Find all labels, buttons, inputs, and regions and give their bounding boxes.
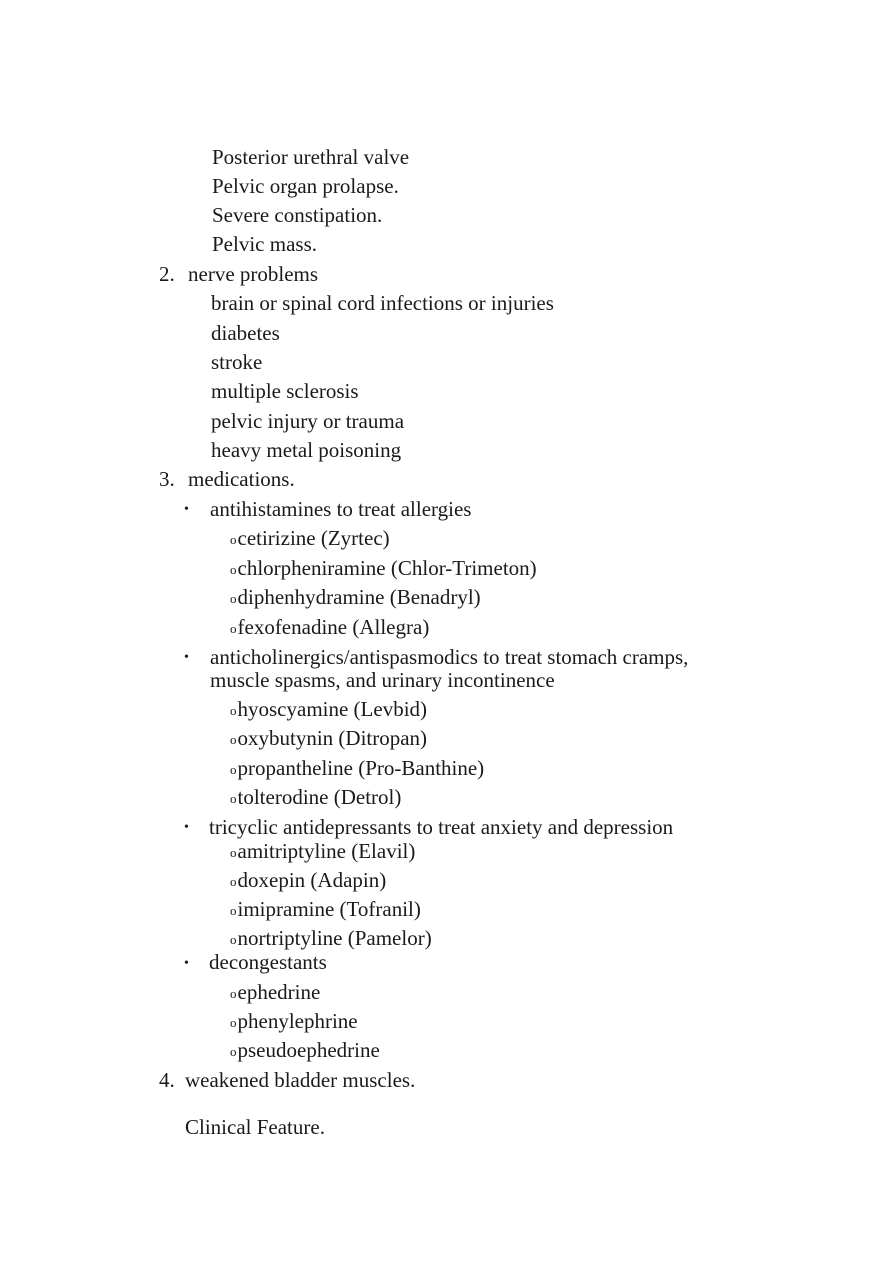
circle-bullet-icon: o xyxy=(230,532,237,547)
bullet-icon: • xyxy=(184,820,189,835)
circle-bullet-icon: o xyxy=(230,932,237,947)
list-item-diabetes: diabetes xyxy=(211,321,280,345)
drug-item: ophenylephrine xyxy=(230,1009,358,1033)
bullet-icon: • xyxy=(184,502,189,517)
group-decongestants: decongestants xyxy=(209,950,327,974)
list-number-4: 4. xyxy=(159,1068,175,1092)
circle-bullet-icon: o xyxy=(230,621,237,636)
circle-bullet-icon: o xyxy=(230,845,237,860)
circle-bullet-icon: o xyxy=(230,874,237,889)
list-item-pelvic-organ-prolapse: Pelvic organ prolapse. xyxy=(212,174,399,198)
drug-item: opropantheline (Pro-Banthine) xyxy=(230,756,485,780)
drug-item: oamitriptyline (Elavil) xyxy=(230,839,416,863)
drug-item: ochlorpheniramine (Chlor-Trimeton) xyxy=(230,556,537,580)
circle-bullet-icon: o xyxy=(230,903,237,918)
drug-item: opseudoephedrine xyxy=(230,1038,380,1062)
drug-item: odoxepin (Adapin) xyxy=(230,868,387,892)
drug-item: oimipramine (Tofranil) xyxy=(230,897,421,921)
bullet-icon: • xyxy=(184,956,189,971)
drug-item: ohyoscyamine (Levbid) xyxy=(230,697,428,721)
list-item-nerve-problems: nerve problems xyxy=(188,262,319,286)
list-item-severe-constipation: Severe constipation. xyxy=(212,203,383,227)
circle-bullet-icon: o xyxy=(230,791,237,806)
circle-bullet-icon: o xyxy=(230,562,237,577)
section-heading-clinical-feature: Clinical Feature. xyxy=(185,1115,325,1139)
list-item-pelvic-mass: Pelvic mass. xyxy=(212,232,317,256)
drug-item: ooxybutynin (Ditropan) xyxy=(230,726,428,750)
list-item-stroke: stroke xyxy=(211,350,263,374)
group-antihistamines: antihistamines to treat allergies xyxy=(210,497,472,521)
bullet-icon: • xyxy=(184,650,189,665)
circle-bullet-icon: o xyxy=(230,762,237,777)
list-item-weakened-bladder-muscles: weakened bladder muscles. xyxy=(185,1068,416,1092)
list-item-posterior-urethral-valve: Posterior urethral valve xyxy=(212,145,410,169)
list-item-medications: medications. xyxy=(188,467,295,491)
list-number-3: 3. xyxy=(159,467,175,491)
group-anticholinergics-line1: anticholinergics/antispasmodics to treat stomach cramps, xyxy=(210,645,689,669)
circle-bullet-icon: o xyxy=(230,986,237,1001)
circle-bullet-icon: o xyxy=(230,591,237,606)
group-tricyclic-antidepressants: tricyclic antidepressants to treat anxiety and depression xyxy=(209,815,674,839)
circle-bullet-icon: o xyxy=(230,703,237,718)
list-item-multiple-sclerosis: multiple sclerosis xyxy=(211,379,359,403)
drug-item: ocetirizine (Zyrtec) xyxy=(230,526,390,550)
list-item-pelvic-injury: pelvic injury or trauma xyxy=(211,409,405,433)
drug-item: odiphenhydramine (Benadryl) xyxy=(230,585,481,609)
list-item-heavy-metal-poisoning: heavy metal poisoning xyxy=(211,438,402,462)
list-number-2: 2. xyxy=(159,262,175,286)
circle-bullet-icon: o xyxy=(230,1044,237,1059)
drug-item: oephedrine xyxy=(230,980,321,1004)
drug-item: onortriptyline (Pamelor) xyxy=(230,926,432,950)
drug-item: otolterodine (Detrol) xyxy=(230,785,402,809)
group-anticholinergics-line2: muscle spasms, and urinary incontinence xyxy=(210,668,555,692)
drug-item: ofexofenadine (Allegra) xyxy=(230,615,430,639)
list-item-brain-spinal-cord: brain or spinal cord infections or injuries xyxy=(211,291,554,315)
circle-bullet-icon: o xyxy=(230,1015,237,1030)
circle-bullet-icon: o xyxy=(230,732,237,747)
